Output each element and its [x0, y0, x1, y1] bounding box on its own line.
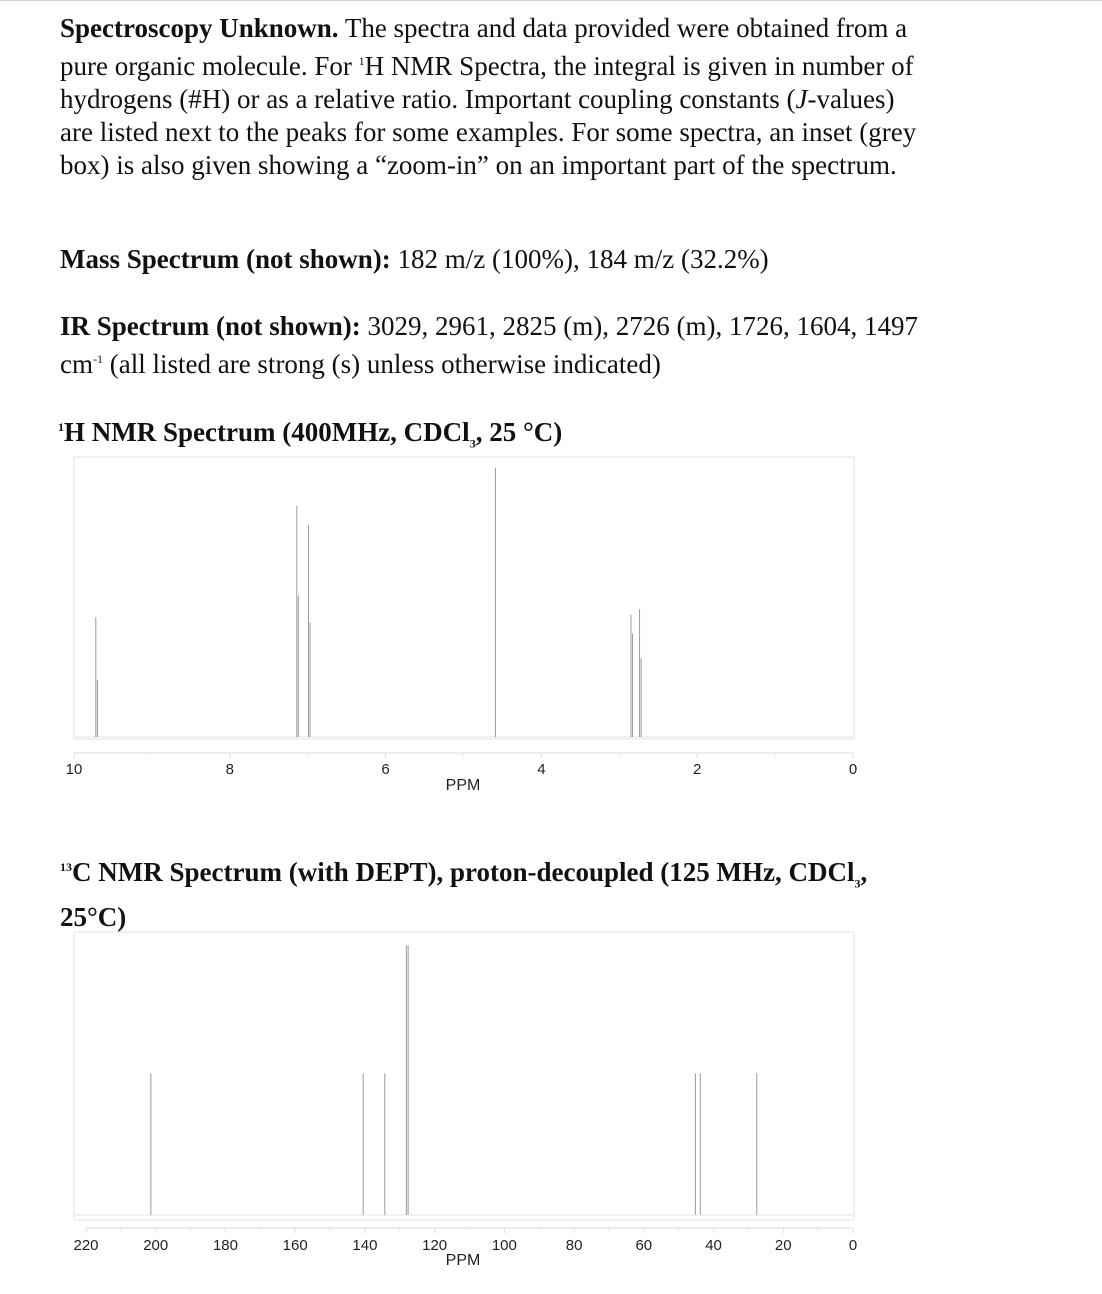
h-nmr-plot [66, 457, 858, 794]
h-nmr-tick-label: 0 [848, 761, 858, 778]
c-title-1: C NMR Spectrum (with DEPT), proton-decoupled (125 MHz, CDCl [72, 857, 855, 887]
c-nmr-tick-label: 120 [422, 1237, 448, 1254]
c-nmr-tick-label: 40 [705, 1237, 722, 1254]
ir-sup: -1 [93, 352, 103, 366]
h-nmr-tick-label: 8 [225, 761, 234, 778]
c-nmr-tick-label: 140 [352, 1237, 378, 1254]
c-nmr-tick-label: 200 [143, 1237, 169, 1254]
ir-value-2: (all listed are strong (s) unless otherwise indicated) [103, 349, 661, 379]
intro-text-2: H NMR Spectra, the integral is given in number of hydrogens (#H) or as a relative ratio. Important coupling constants ( [60, 51, 914, 114]
c-title-2: , 25°C) [60, 857, 868, 933]
ir-spectrum-label: IR Spectrum (not shown): [60, 311, 361, 341]
h-nmr-tick-label: 4 [537, 761, 546, 778]
c-nmr-tick-label: 80 [565, 1237, 583, 1254]
c-nmr-x-axis-label: PPM [445, 1252, 481, 1269]
c-title-sub: 3 [854, 876, 861, 891]
c-nmr-tick-label: 160 [282, 1237, 308, 1254]
h-nmr-frame [74, 457, 854, 739]
ir-value-1: 3029, 2961, 2825 (m), 2726 (m), 1726, 1604, 1497 cm [60, 311, 918, 379]
c-nmr-tick-label: 60 [635, 1237, 653, 1254]
c-nmr-tick-label: 220 [73, 1237, 99, 1254]
h-title-1: H NMR Spectrum (400MHz, CDCl [64, 417, 470, 447]
intro-title: Spectroscopy Unknown. [60, 13, 339, 43]
h-title-2: , 25 °C) [475, 417, 563, 447]
c-nmr-tick-label: 180 [212, 1237, 238, 1254]
intro-text-1: The spectra and data provided were obtained from a pure organic molecule. For [60, 13, 908, 81]
intro-sup: 1 [358, 54, 365, 68]
c-nmr-tick-label: 20 [774, 1237, 792, 1254]
c-nmr-tick-label: 0 [848, 1237, 858, 1254]
mass-spectrum-value: 182 m/z (100%), 184 m/z (32.2%) [390, 244, 769, 274]
c-nmr-plot [73, 932, 857, 1269]
intro-text-3: -values) are listed next to the peaks for some examples. For some spectra, an inset (grey box) is also given showing a “zoom-in” on an important part of the spectrum. [60, 84, 917, 180]
mass-spectrum-label: Mass Spectrum (not shown): [60, 244, 391, 274]
h-title-sub: 3 [469, 436, 476, 451]
c-nmr-tick-label: 100 [491, 1237, 517, 1254]
j-italic: J [795, 84, 808, 114]
h-title-sup: 1 [58, 420, 64, 434]
c-nmr-frame [74, 932, 854, 1220]
c-title-sup: 13 [60, 860, 72, 874]
h-nmr-x-axis-label: PPM [445, 777, 481, 794]
h-nmr-tick-label: 10 [65, 761, 83, 778]
h-nmr-tick-label: 2 [693, 761, 702, 778]
h-nmr-tick-label: 6 [381, 761, 390, 778]
